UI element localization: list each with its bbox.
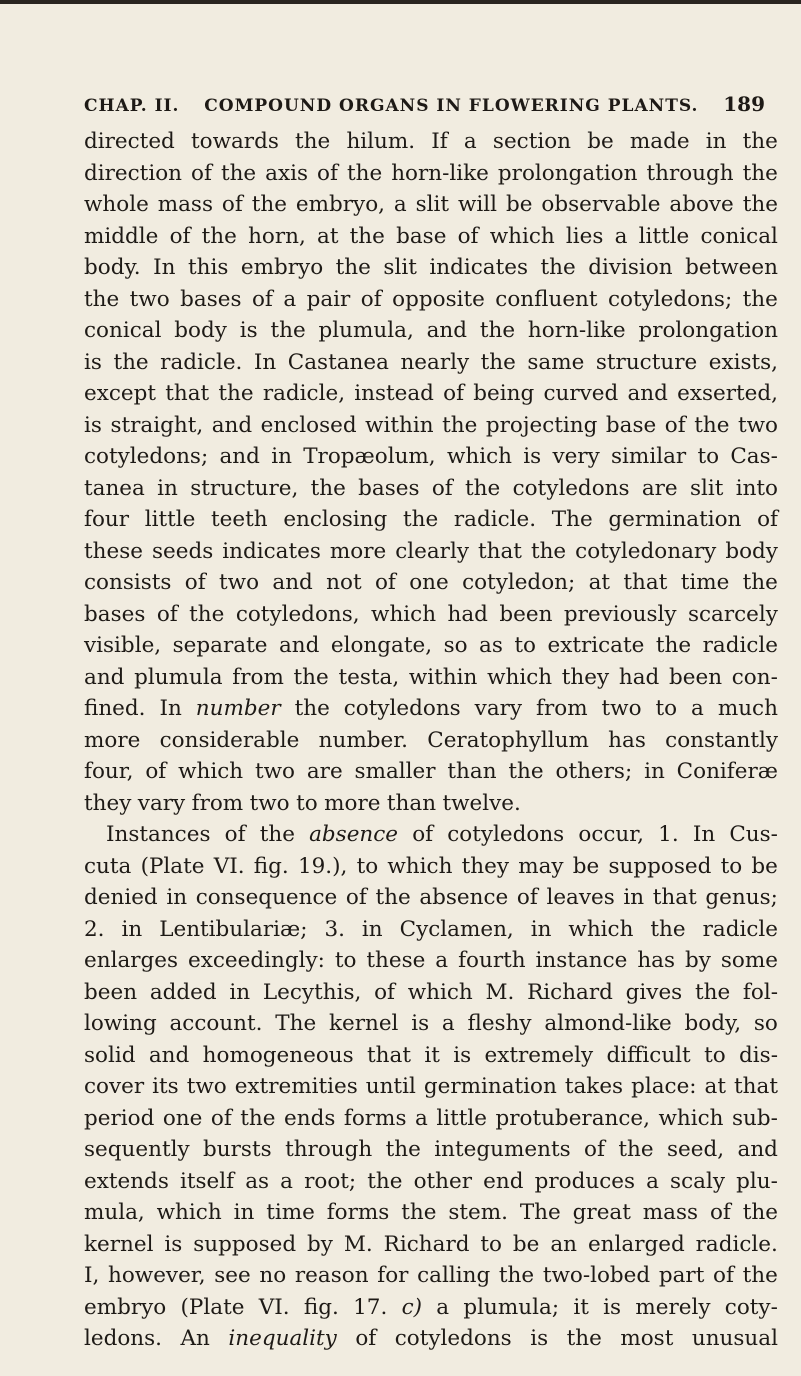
text-line: is straight, and enclosed within the projecting base of the two <box>84 412 778 438</box>
text-line: direction of the axis of the horn-like prolongation through the <box>84 160 778 186</box>
text-line: period one of the ends forms a little protuberance, which sub- <box>84 1105 778 1131</box>
text-line: extends itself as a root; the other end produces a scaly plu- <box>84 1168 778 1194</box>
text-line: embryo (Plate VI. fig. 17. c) a plumula; it is merely coty- <box>84 1294 778 1320</box>
text-line: middle of the horn, at the base of which lies a little conical <box>84 223 778 249</box>
text-line: I, however, see no reason for calling the two-lobed part of the <box>84 1263 778 1288</box>
chapter-label: CHAP. II. <box>84 96 180 116</box>
text-line: body. In this embryo the slit indicates the division between <box>84 255 778 280</box>
text-line: whole mass of the embryo, a slit will be observable above the <box>84 192 778 217</box>
text-line: sequently bursts through the integuments of the seed, and <box>84 1137 778 1162</box>
text-line: kernel is supposed by M. Richard to be an enlarged radicle. <box>84 1231 778 1257</box>
text-line: and plumula from the testa, within which they had been con- <box>84 664 778 690</box>
text-line: the two bases of a pair of opposite confluent cotyledons; the <box>84 286 778 312</box>
text-line: cover its two extremities until germination takes place: at that <box>84 1074 778 1099</box>
text-line: enlarges exceedingly: to these a fourth instance has by some <box>84 948 778 973</box>
text-line: is the radicle. In Castanea nearly the same structure exists, <box>84 349 778 375</box>
text-line: four little teeth enclosing the radicle. The germination of <box>84 507 778 532</box>
text-line: ledons. An inequality of cotyledons is the most unusual <box>84 1326 778 1351</box>
text-line: they vary from two to more than twelve. <box>84 790 521 816</box>
text-line: tanea in structure, the bases of the cotyledons are slit into <box>84 475 778 501</box>
page-number: 189 <box>723 92 765 116</box>
chapter-title: COMPOUND ORGANS IN FLOWERING PLANTS. <box>204 96 699 116</box>
running-head <box>84 92 765 116</box>
text-line: conical body is the plumula, and the horn-like prolongation <box>84 318 778 343</box>
text-line: directed towards the hilum. If a section be made in the <box>84 129 778 154</box>
text-line: consists of two and not of one cotyledon; at that time the <box>84 570 778 595</box>
text-line: fined. In number the cotyledons vary from two to a much <box>84 696 778 721</box>
text-line: 2. in Lentibulariæ; 3. in Cyclamen, in which the radicle <box>84 916 778 942</box>
text-line: four, of which two are smaller than the others; in Coniferæ <box>84 759 778 784</box>
text-line: Instances of the absence of cotyledons occur, 1. In Cus- <box>106 822 778 847</box>
text-line: lowing account. The kernel is a fleshy almond-like body, so <box>84 1011 778 1036</box>
text-line: except that the radicle, instead of being curved and exserted, <box>84 381 778 406</box>
text-line: solid and homogeneous that it is extremely difficult to dis- <box>84 1042 778 1068</box>
text-line: cotyledons; and in Tropæolum, which is very similar to Cas- <box>84 444 778 469</box>
text-line: these seeds indicates more clearly that the cotyledonary body <box>84 538 778 564</box>
text-line: denied in consequence of the absence of leaves in that genus; <box>84 885 778 910</box>
text-line: cuta (Plate VI. fig. 19.), to which they may be supposed to be <box>84 853 778 879</box>
text-line: been added in Lecythis, of which M. Richard gives the fol- <box>84 979 778 1005</box>
text-line: mula, which in time forms the stem. The great mass of the <box>84 1200 778 1225</box>
top-rule <box>0 0 801 4</box>
body-text <box>84 126 778 1355</box>
text-line: bases of the cotyledons, which had been previously scarcely <box>84 601 778 627</box>
text-line: visible, separate and elongate, so as to extricate the radicle <box>84 633 778 658</box>
text-line: more considerable number. Ceratophyllum has constantly <box>84 727 778 753</box>
